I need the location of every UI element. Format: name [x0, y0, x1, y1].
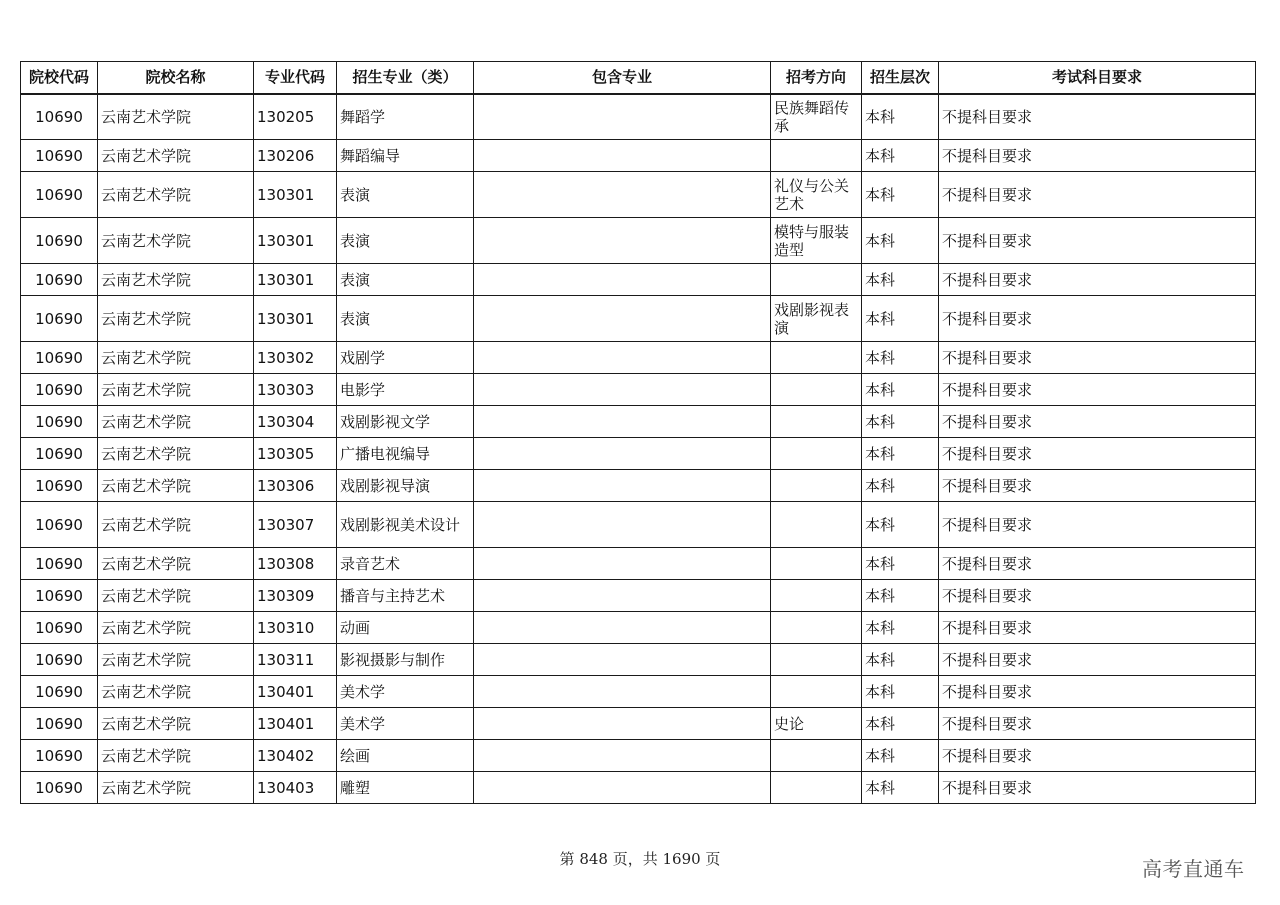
table-row: [21, 140, 1256, 172]
cell-major-code: 130403: [254, 772, 337, 804]
cell-direction: [771, 580, 862, 612]
cell-direction: [771, 740, 862, 772]
cell-requirement: 不提科目要求: [939, 264, 1256, 296]
cell-school-code: 10690: [21, 218, 98, 264]
cell-school-name: 云南艺术学院: [98, 740, 254, 772]
cell-major: 雕塑: [337, 772, 474, 804]
cell-school-code: 10690: [21, 264, 98, 296]
cell-level: 本科: [862, 94, 939, 140]
cell-major-code: 130309: [254, 580, 337, 612]
cell-major-code: 130205: [254, 94, 337, 140]
cell-major-code: 130307: [254, 502, 337, 548]
cell-direction: [771, 612, 862, 644]
header-requirement: 考试科目要求: [939, 62, 1256, 94]
cell-direction: 戏剧影视表演: [771, 296, 862, 342]
table-row: [21, 470, 1256, 502]
cell-major: 舞蹈编导: [337, 140, 474, 172]
cell-included-majors: [474, 438, 771, 470]
cell-included-majors: [474, 708, 771, 740]
cell-requirement: 不提科目要求: [939, 644, 1256, 676]
cell-direction: [771, 502, 862, 548]
cell-included-majors: [474, 502, 771, 548]
table-row: [21, 580, 1256, 612]
cell-requirement: 不提科目要求: [939, 772, 1256, 804]
cell-direction: [771, 644, 862, 676]
cell-level: 本科: [862, 470, 939, 502]
cell-major: 动画: [337, 612, 474, 644]
cell-included-majors: [474, 264, 771, 296]
cell-school-code: 10690: [21, 140, 98, 172]
table-row: [21, 172, 1256, 218]
cell-level: 本科: [862, 172, 939, 218]
cell-level: 本科: [862, 296, 939, 342]
cell-school-name: 云南艺术学院: [98, 644, 254, 676]
cell-major: 舞蹈学: [337, 94, 474, 140]
cell-major: 戏剧影视美术设计: [337, 502, 474, 548]
cell-school-code: 10690: [21, 502, 98, 548]
cell-school-name: 云南艺术学院: [98, 94, 254, 140]
cell-school-name: 云南艺术学院: [98, 264, 254, 296]
table-row: [21, 218, 1256, 264]
cell-major-code: 130401: [254, 708, 337, 740]
cell-school-name: 云南艺术学院: [98, 218, 254, 264]
cell-level: 本科: [862, 548, 939, 580]
cell-major-code: 130301: [254, 218, 337, 264]
cell-major-code: 130301: [254, 296, 337, 342]
cell-level: 本科: [862, 644, 939, 676]
cell-level: 本科: [862, 740, 939, 772]
cell-direction: [771, 264, 862, 296]
cell-school-code: 10690: [21, 374, 98, 406]
cell-major: 播音与主持艺术: [337, 580, 474, 612]
cell-school-code: 10690: [21, 172, 98, 218]
cell-included-majors: [474, 94, 771, 140]
cell-requirement: 不提科目要求: [939, 374, 1256, 406]
cell-direction: [771, 548, 862, 580]
cell-level: 本科: [862, 580, 939, 612]
cell-level: 本科: [862, 264, 939, 296]
cell-school-name: 云南艺术学院: [98, 438, 254, 470]
header-major: 招生专业（类）: [337, 62, 474, 94]
cell-major: 美术学: [337, 676, 474, 708]
cell-major: 表演: [337, 264, 474, 296]
cell-major: 绘画: [337, 740, 474, 772]
cell-requirement: 不提科目要求: [939, 612, 1256, 644]
cell-level: 本科: [862, 218, 939, 264]
cell-requirement: 不提科目要求: [939, 548, 1256, 580]
table-body: [21, 94, 1256, 804]
cell-major-code: 130308: [254, 548, 337, 580]
cell-major-code: 130206: [254, 140, 337, 172]
cell-requirement: 不提科目要求: [939, 740, 1256, 772]
cell-direction: 民族舞蹈传承: [771, 94, 862, 140]
cell-level: 本科: [862, 140, 939, 172]
table-row: [21, 438, 1256, 470]
cell-direction: 史论: [771, 708, 862, 740]
page-number: 第 848 页，共 1690 页: [559, 850, 721, 868]
table-row: [21, 374, 1256, 406]
cell-major-code: 130402: [254, 740, 337, 772]
cell-school-code: 10690: [21, 612, 98, 644]
cell-included-majors: [474, 644, 771, 676]
cell-school-code: 10690: [21, 438, 98, 470]
table-row: [21, 772, 1256, 804]
cell-requirement: 不提科目要求: [939, 406, 1256, 438]
cell-requirement: 不提科目要求: [939, 218, 1256, 264]
cell-requirement: 不提科目要求: [939, 708, 1256, 740]
cell-major: 影视摄影与制作: [337, 644, 474, 676]
cell-school-code: 10690: [21, 470, 98, 502]
cell-direction: [771, 140, 862, 172]
table-row: [21, 502, 1256, 548]
header-included-majors: 包含专业: [474, 62, 771, 94]
cell-major: 录音艺术: [337, 548, 474, 580]
cell-school-name: 云南艺术学院: [98, 772, 254, 804]
cell-school-name: 云南艺术学院: [98, 502, 254, 548]
cell-school-name: 云南艺术学院: [98, 708, 254, 740]
cell-major: 电影学: [337, 374, 474, 406]
table-row: [21, 548, 1256, 580]
cell-requirement: 不提科目要求: [939, 296, 1256, 342]
cell-school-name: 云南艺术学院: [98, 676, 254, 708]
cell-major-code: 130302: [254, 342, 337, 374]
cell-major-code: 130304: [254, 406, 337, 438]
cell-school-name: 云南艺术学院: [98, 140, 254, 172]
cell-major: 表演: [337, 296, 474, 342]
table-header-row: [21, 62, 1256, 94]
cell-school-name: 云南艺术学院: [98, 580, 254, 612]
cell-requirement: 不提科目要求: [939, 140, 1256, 172]
admission-table: [20, 61, 1256, 804]
cell-level: 本科: [862, 502, 939, 548]
cell-included-majors: [474, 612, 771, 644]
cell-major-code: 130311: [254, 644, 337, 676]
cell-major: 戏剧学: [337, 342, 474, 374]
cell-school-code: 10690: [21, 708, 98, 740]
cell-included-majors: [474, 406, 771, 438]
cell-level: 本科: [862, 772, 939, 804]
cell-school-name: 云南艺术学院: [98, 548, 254, 580]
cell-level: 本科: [862, 612, 939, 644]
table-row: [21, 264, 1256, 296]
cell-major-code: 130305: [254, 438, 337, 470]
cell-direction: [771, 676, 862, 708]
cell-school-name: 云南艺术学院: [98, 172, 254, 218]
cell-major: 表演: [337, 218, 474, 264]
cell-requirement: 不提科目要求: [939, 94, 1256, 140]
cell-included-majors: [474, 172, 771, 218]
cell-included-majors: [474, 140, 771, 172]
cell-direction: 礼仪与公关艺术: [771, 172, 862, 218]
header-direction: 招考方向: [771, 62, 862, 94]
cell-included-majors: [474, 296, 771, 342]
table-row: [21, 406, 1256, 438]
cell-included-majors: [474, 470, 771, 502]
cell-school-name: 云南艺术学院: [98, 342, 254, 374]
cell-school-code: 10690: [21, 342, 98, 374]
cell-school-name: 云南艺术学院: [98, 406, 254, 438]
header-school-code: 院校代码: [21, 62, 98, 94]
header-major-code: 专业代码: [254, 62, 337, 94]
cell-level: 本科: [862, 708, 939, 740]
cell-included-majors: [474, 580, 771, 612]
watermark: 高考直通车: [1142, 857, 1245, 881]
cell-major: 表演: [337, 172, 474, 218]
cell-direction: [771, 772, 862, 804]
cell-major-code: 130310: [254, 612, 337, 644]
cell-direction: [771, 342, 862, 374]
cell-included-majors: [474, 342, 771, 374]
cell-school-name: 云南艺术学院: [98, 470, 254, 502]
cell-major: 美术学: [337, 708, 474, 740]
cell-level: 本科: [862, 342, 939, 374]
cell-included-majors: [474, 772, 771, 804]
cell-requirement: 不提科目要求: [939, 342, 1256, 374]
cell-level: 本科: [862, 406, 939, 438]
header-level: 招生层次: [862, 62, 939, 94]
cell-direction: 模特与服装造型: [771, 218, 862, 264]
cell-included-majors: [474, 218, 771, 264]
cell-school-code: 10690: [21, 772, 98, 804]
cell-requirement: 不提科目要求: [939, 676, 1256, 708]
cell-requirement: 不提科目要求: [939, 502, 1256, 548]
table-row: [21, 94, 1256, 140]
cell-school-code: 10690: [21, 296, 98, 342]
table-row: [21, 740, 1256, 772]
table-row: [21, 296, 1256, 342]
cell-included-majors: [474, 374, 771, 406]
cell-direction: [771, 374, 862, 406]
cell-school-code: 10690: [21, 740, 98, 772]
cell-school-code: 10690: [21, 580, 98, 612]
cell-major-code: 130301: [254, 172, 337, 218]
cell-school-name: 云南艺术学院: [98, 374, 254, 406]
cell-major: 广播电视编导: [337, 438, 474, 470]
table-row: [21, 644, 1256, 676]
cell-school-code: 10690: [21, 676, 98, 708]
cell-requirement: 不提科目要求: [939, 172, 1256, 218]
table-row: [21, 708, 1256, 740]
cell-school-name: 云南艺术学院: [98, 612, 254, 644]
cell-direction: [771, 406, 862, 438]
header-school-name: 院校名称: [98, 62, 254, 94]
cell-included-majors: [474, 548, 771, 580]
cell-direction: [771, 438, 862, 470]
cell-major-code: 130301: [254, 264, 337, 296]
cell-major-code: 130401: [254, 676, 337, 708]
cell-major-code: 130303: [254, 374, 337, 406]
cell-requirement: 不提科目要求: [939, 580, 1256, 612]
cell-major-code: 130306: [254, 470, 337, 502]
cell-major: 戏剧影视导演: [337, 470, 474, 502]
cell-direction: [771, 470, 862, 502]
cell-major: 戏剧影视文学: [337, 406, 474, 438]
cell-requirement: 不提科目要求: [939, 438, 1256, 470]
cell-school-code: 10690: [21, 406, 98, 438]
cell-level: 本科: [862, 438, 939, 470]
table-row: [21, 342, 1256, 374]
cell-included-majors: [474, 740, 771, 772]
cell-level: 本科: [862, 676, 939, 708]
cell-level: 本科: [862, 374, 939, 406]
cell-requirement: 不提科目要求: [939, 470, 1256, 502]
table-row: [21, 612, 1256, 644]
cell-school-name: 云南艺术学院: [98, 296, 254, 342]
cell-school-code: 10690: [21, 644, 98, 676]
cell-school-code: 10690: [21, 94, 98, 140]
cell-included-majors: [474, 676, 771, 708]
cell-school-code: 10690: [21, 548, 98, 580]
table-row: [21, 676, 1256, 708]
